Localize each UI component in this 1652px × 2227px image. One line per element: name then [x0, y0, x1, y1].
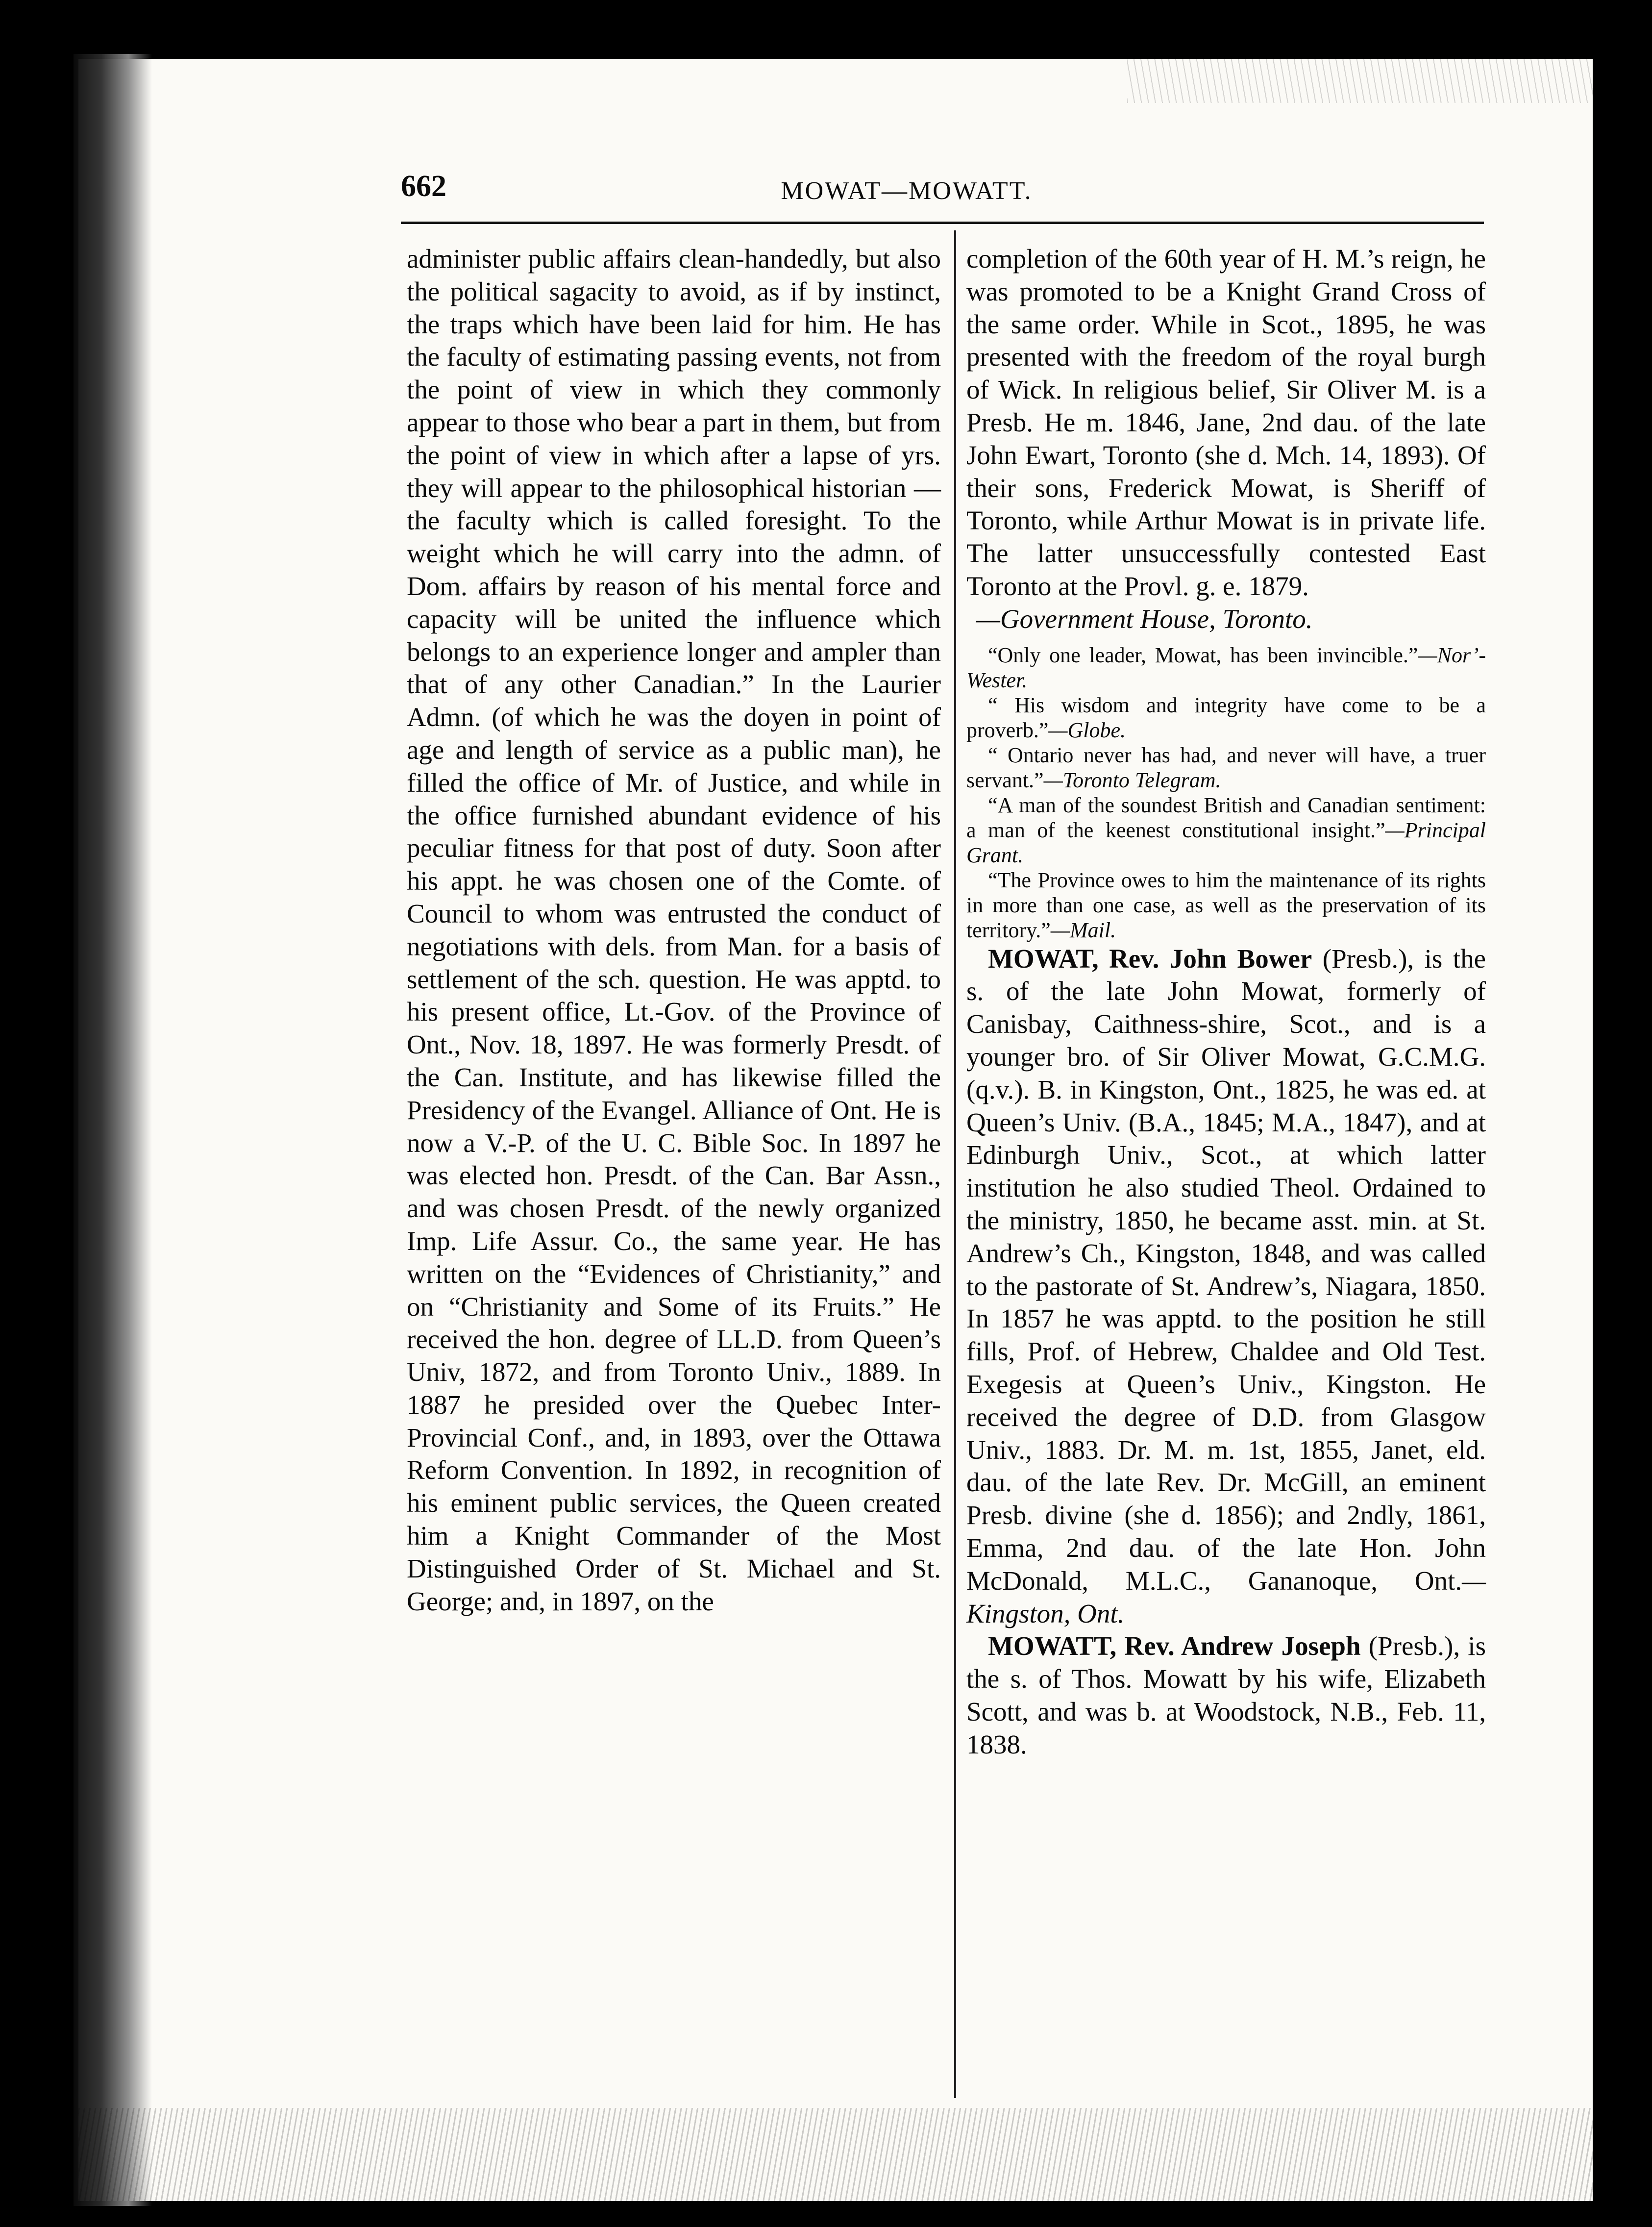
- scan-noise-top: [1127, 59, 1593, 103]
- scan-noise-bottom: [78, 2108, 1593, 2201]
- entry-heading-suffix: (Presb.),: [1312, 943, 1414, 974]
- quote-source: —Globe.: [1048, 718, 1126, 742]
- entry-address: —Kingston, Ont.: [966, 1565, 1486, 1628]
- quote-text: “Only one leader, Mowat, has been invincible.”: [988, 643, 1418, 667]
- quote-text: “ His wisdom and integrity have come to be a proverb.”: [966, 693, 1486, 742]
- entry-heading: MOWAT, Rev. John Bower: [988, 943, 1312, 974]
- header-rule: [401, 222, 1484, 224]
- quote-text: “A man of the soundest British and Canadian sentiment: a man of the keenest constitutional insight.”: [966, 793, 1486, 842]
- page-number: 662: [401, 170, 446, 203]
- quote-item: [966, 793, 1486, 868]
- quote-source: —Mail.: [1050, 918, 1116, 942]
- biography-entry: [966, 1630, 1486, 1761]
- quote-source: —Nor’-Wester.: [966, 643, 1486, 692]
- continuation-text: completion of the 60th year of H. M.’s reign, he was promoted to be a Knight Grand Cross of the same order. While in Scot., 1895, he was presented with the freedom of the royal burgh of Wick. In religious belief, Sir Oliver M. is a Presb. He m. 1846, Jane, 2nd dau. of the late John Ewart, Toronto (she d. Mch. 14, 1893). Of their sons, Frederick Mowat, is Sheriff of Toronto, while Arthur Mowat is in private life. The latter unsuccessfully contested East Toronto at the Provl. g. e. 1879.: [966, 244, 1486, 601]
- running-head: MOWAT—MOWATT.: [781, 177, 1033, 205]
- entry-body: (Presb.), is the s. of Thos. Mowatt by his wife, Elizabeth Scott, and was b. at Woodstock, N.B., Feb. 11, 1838.: [966, 1631, 1486, 1759]
- column-divider: [954, 230, 956, 2098]
- quote-source: —Toronto Telegram.: [1043, 768, 1221, 792]
- quote-text: “ Ontario never has had, and never will have, a truer servant.”: [966, 743, 1486, 792]
- quote-item: [966, 743, 1486, 793]
- quote-item: [966, 868, 1486, 943]
- binding-shadow: [74, 54, 152, 2206]
- quote-text: “The Province owes to him the maintenance of its rights in more than one case, as well as the preservation of its territory.”: [966, 868, 1486, 942]
- quote-source: —Principal Grant.: [966, 818, 1486, 867]
- quote-item: [966, 693, 1486, 743]
- left-column-text: administer public affairs clean-handedly, but also the political sagacity to avoid, as if by instinct, the traps which have been laid for him. He has the faculty of estimating passing events, not from the point of view in which they commonly appear to those who bear a part in them, but from the point of view in which after a lapse of yrs. they will appear to the philosophical historian —the faculty which is called foresight. To the weight which he will carry into the admn. of Dom. affairs by reason of his mental force and capacity will be united the influence which belongs to an experience longer and ampler than that of any other Canadian.” In the Laurier Admn. (of which he was the doyen in point of age and length of service as a public man), he filled the office of Mr. of Justice, and while in the office furnished abundant evidence of his peculiar fitness for that post of duty. Soon after his appt. he was chosen one of the Comte. of Council to whom was entrusted the conduct of negotiations with dels. from Man. for a basis of settlement of the sch. question. He was apptd. to his present office, Lt.-Gov. of the Province of Ont., Nov. 18, 1897. He was formerly Presdt. of the Can. Institute, and has likewise filled the Presidency of the Evangel. Alliance of Ont. He is now a V.-P. of the U. C. Bible Soc. In 1897 he was elected hon. Presdt. of the Can. Bar Assn., and was chosen Presdt. of the newly organized Imp. Life Assur. Co., the same year. He has written on the “Evidences of Christianity,” and on “Christianity and Some of its Fruits.” He received the hon. degree of LL.D. from Queen’s Univ, 1872, and from Toronto Univ., 1889. In 1887 he presided over the Quebec Inter-Provincial Conf., and, in 1893, over the Ottawa Reform Convention. In 1892, in recognition of his eminent public services, the Queen created him a Knight Commander of the Most Distinguished Order of St. Michael and St. George; and, in 1897, on the: [407, 244, 941, 1616]
- left-column: [407, 243, 941, 1618]
- address-line: —Government House, Toronto.: [976, 603, 1313, 634]
- right-column: [966, 243, 1486, 1761]
- quote-item: [966, 643, 1486, 693]
- entry-body: is the s. of the late John Mowat, formerly of Canisbay, Caithness-shire, Scot., and is a younger bro. of Sir Oliver Mowat, G.C.M.G. (q.v.). B. in Kingston, Ont., 1825, he was ed. at Queen’s Univ. (B.A., 1845; M.A., 1847), and at Edinburgh Univ., Scot., at which latter institution he also studied Theol. Ordained to the ministry, 1850, he became asst. min. at St. Andrew’s Ch., Kingston, 1848, and was called to the pastorate of St. Andrew’s, Niagara, 1850. In 1857 he was apptd. to the position he still fills, Prof. of Hebrew, Chaldee and Old Test. Exegesis at Queen’s Univ., Kingston. He received the degree of D.D. from Glasgow Univ., 1883. Dr. M. m. 1st, 1855, Janet, eld. dau. of the late Rev. Dr. McGill, an eminent Presb. divine (she d. 1856); and 2ndly, 1861, Emma, 2nd dau. of the late Hon. John McDonald, M.L.C., Gananoque, Ont.: [966, 943, 1486, 1596]
- biography-entry: [966, 943, 1486, 1630]
- entry-heading: MOWATT, Rev. Andrew Joseph: [988, 1631, 1361, 1661]
